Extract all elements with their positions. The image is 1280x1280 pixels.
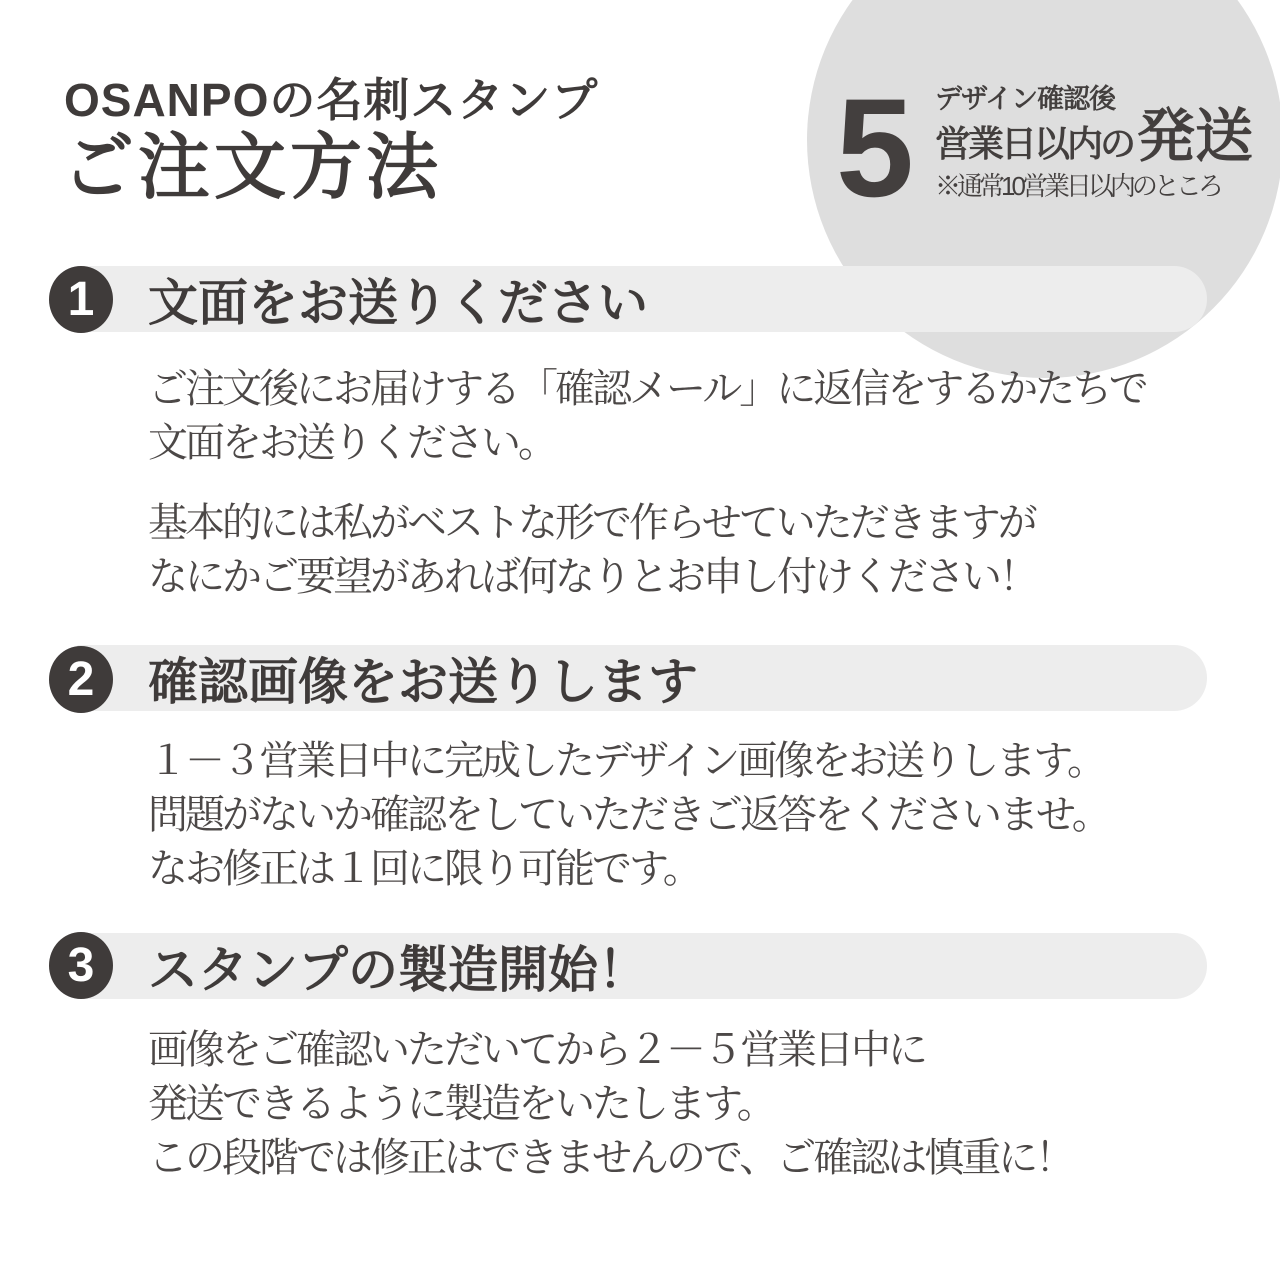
paragraph-line: １－３営業日中に完成したデザイン画像をお送りします。 [148,739,1104,783]
step2-title: 確認画像をお送りします [148,654,698,710]
step1-title: 文面をお送りください [148,275,648,331]
shipping-note-text: ※通常10営業日以内のところ [935,171,1220,201]
shipping-lead-text: 営業日以内の [935,123,1134,164]
step2-paragraph-1 [148,734,1109,896]
page-title-line2: ご注文方法 [62,128,443,208]
shipping-emphasis-text: 発送 [1137,104,1254,169]
step3-heading-bar [77,933,1207,999]
step3-number: 3 [67,938,95,992]
shipping-main-line [935,104,1254,169]
paragraph-line: 文面をお送りください。 [148,421,555,465]
step2-number-badge [49,646,113,713]
paragraph-line: 発送できるように製造をいたします。 [148,1082,774,1126]
step1-paragraph-1 [148,362,1146,470]
paragraph-line: なお修正は１回に限り可能です。 [148,847,700,891]
paragraph-line: なにかご要望があれば何なりとお申し付けください！ [148,555,1036,599]
step2-heading-bar [77,645,1207,711]
shipping-condition-text: デザイン確認後 [935,84,1116,114]
shipping-info-block [935,86,1253,199]
step1-paragraph-2 [148,496,1036,604]
paragraph-line: 基本的には私がベストな形で作らせていただきますが [148,501,1035,545]
step2-number: 2 [67,652,95,706]
paragraph-line: この段階では修正はできませんので、ご確認は慎重に！ [148,1136,1073,1180]
shipping-days-number: 5 [836,69,914,226]
step3-paragraph-1 [148,1023,1072,1185]
step1-heading-bar [77,266,1207,332]
step1-number-badge [49,266,113,333]
step3-number-badge [49,932,113,999]
paragraph-line: 画像をご確認いただいてから２－５営業日中に [148,1028,925,1072]
paragraph-line: 問題がないか確認をしていただきご返答をくださいませ。 [148,793,1109,837]
step1-number: 1 [67,272,95,326]
step3-title: スタンプの製造開始！ [148,942,648,998]
page-title-line1: OSANPOの名刺スタンプ [64,74,599,126]
paragraph-line: ご注文後にお届けする「確認メール」に返信をするかたちで [148,367,1146,411]
